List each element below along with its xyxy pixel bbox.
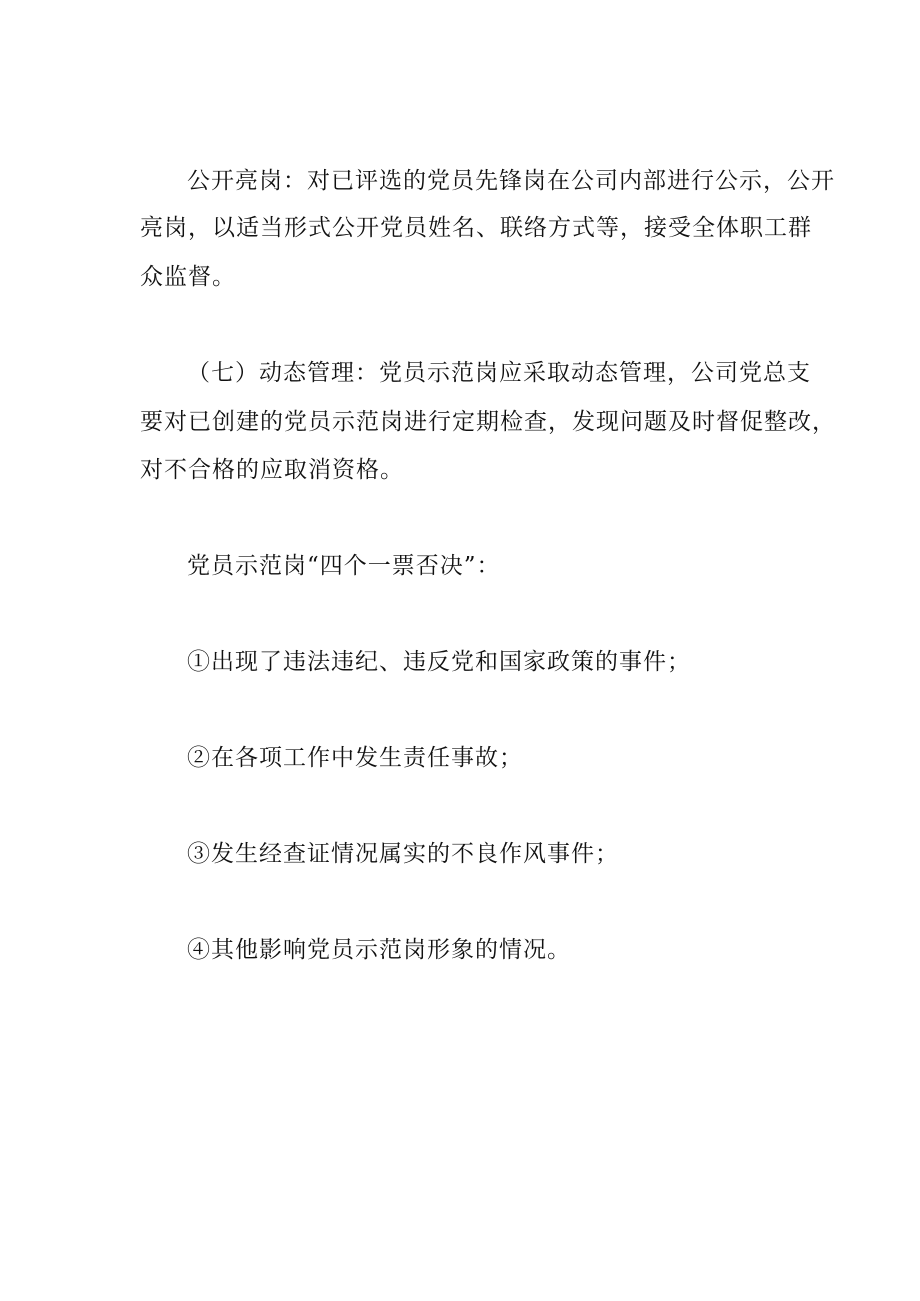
veto-item-1: ①出现了违法违纪、违反党和国家政策的事件；	[187, 649, 691, 675]
paragraph-public-post-line-3: 众监督。	[140, 264, 236, 290]
paragraph-dynamic-management-line-2: 要对已创建的党员示范岗进行定期检查，发现问题及时督促整改，	[140, 409, 836, 435]
veto-item-3: ③发生经查证情况属实的不良作风事件；	[187, 841, 619, 867]
veto-item-4: ④其他影响党员示范岗形象的情况。	[187, 937, 571, 963]
veto-item-2: ②在各项工作中发生责任事故；	[187, 745, 523, 771]
paragraph-dynamic-management-line-3: 对不合格的应取消资格。	[140, 457, 404, 483]
veto-heading: 党员示范岗“四个一票否决”：	[187, 553, 501, 579]
paragraph-public-post-line-2: 亮岗，以适当形式公开党员姓名、联络方式等，接受全体职工群	[140, 215, 812, 241]
paragraph-public-post-line-1: 公开亮岗：对已评选的党员先锋岗在公司内部进行公示，公开	[187, 168, 835, 194]
paragraph-dynamic-management-line-1: （七）动态管理：党员示范岗应采取动态管理，公司党总支	[187, 360, 811, 386]
